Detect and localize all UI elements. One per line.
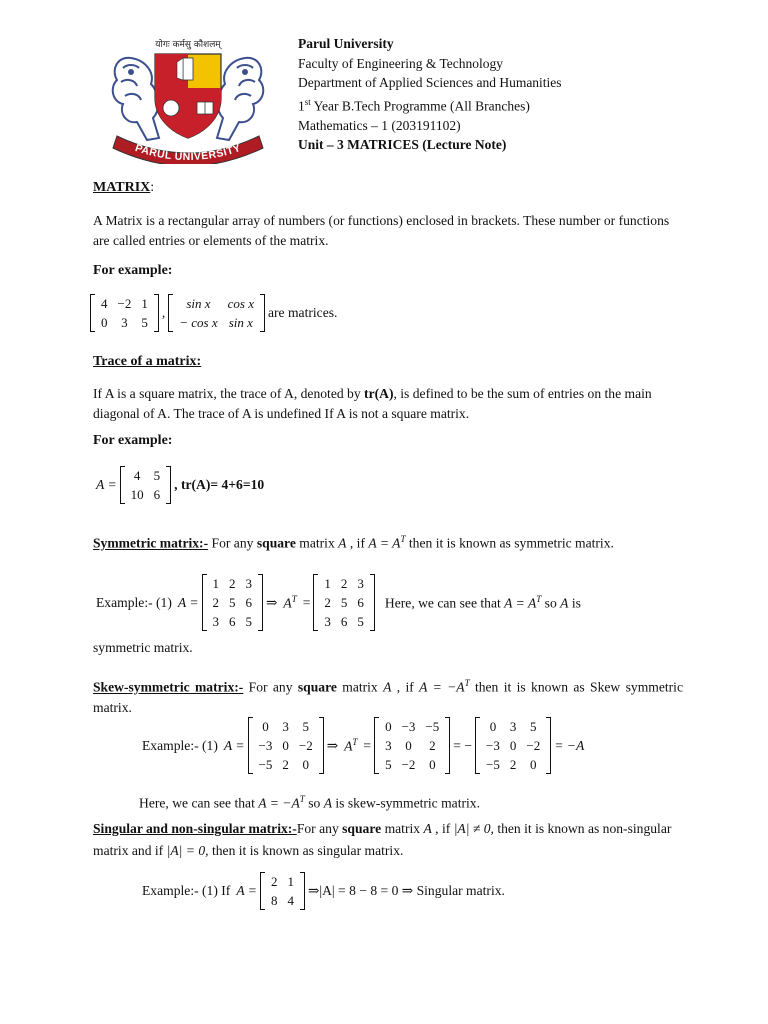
right-lion-icon (217, 58, 263, 140)
symmetric-definition: Symmetric matrix:- For any square matrix A , if $A = A^T$ then it is known as symmetric matrix. (93, 534, 614, 551)
matrix-heading: MATRIX: (93, 180, 155, 195)
programme-line: 1st Year B.Tech Programme (All Branches) (298, 96, 530, 113)
symmetric-example: Example:- (1) A = 1 2 3 2 5 6 3 6 5 ⇒ $A^T$ = 1 2 3 2 5 6 3 6 5 Here, we can see that $A = A^T$ so A is (96, 576, 581, 629)
matrix-example-suffix: are matrices. (267, 305, 338, 320)
symmetric-matrix-transpose: 1 2 3 2 5 6 3 6 5 (313, 574, 375, 631)
left-lion-icon (113, 58, 159, 140)
skew-example: Example:- (1) A = 0 3 5 −3 0 −2 −5 2 0 ⇒ $A^T$ = 0 −3 −5 3 0 2 5 −2 0 = − 0 3 5 −3 0 −2 −5 2 0 = −A (142, 719, 585, 772)
trace-matrix: 4 5 10 6 (120, 466, 172, 504)
symmetric-tail: symmetric matrix. (93, 640, 193, 655)
skew-matrix-transpose: 0 −3 −5 3 0 2 5 −2 0 (374, 717, 450, 774)
trace-heading: Trace of a matrix: (93, 354, 202, 369)
logo-banner (113, 136, 263, 164)
skew-definition: Skew-symmetric matrix:- For any square matrix A , if $A = -A^T$ then it is known as Skew symmetric matrix. (93, 678, 683, 715)
logo-motto: योगः कर्मसु कौशलम् (155, 40, 221, 50)
skew-matrix-negated: 0 3 5 −3 0 −2 −5 2 0 (475, 717, 551, 774)
trace-example-heading: For example: (93, 433, 173, 448)
trace-result: , tr(A)= 4+6=10 (174, 477, 265, 492)
university-logo (97, 28, 279, 164)
singular-definition: Singular and non-singular matrix:-For any square matrix A , if |A| ≠ 0, then it is known as non-singular matrix and if |A| = 0, then it is known as singular matrix. (93, 821, 672, 858)
example-matrix-1: 4 −2 1 0 3 5 (90, 294, 159, 332)
example-matrix-2: sin x cos x − cos x sin x (168, 294, 265, 332)
singular-example: Example:- (1) If A = 2 1 8 4 ⇒|A| = 8 − 8 = 0 ⇒ Singular matrix. (142, 874, 505, 908)
university-name: Parul University (298, 36, 394, 51)
symmetric-matrix-a: 1 2 3 2 5 6 3 6 5 (202, 574, 264, 631)
faculty-name: Faculty of Engineering & Technology (298, 55, 504, 71)
svg-text:PARUL UNIVERSITY: PARUL UNIVERSITY (133, 141, 243, 164)
singular-result: ⇒|A| = 8 − 8 = 0 ⇒ Singular matrix. (307, 883, 505, 898)
shield-icon (155, 54, 221, 138)
skew-conclusion: Here, we can see that $A = -A^T$ so A is skew-symmetric matrix. (139, 794, 480, 811)
document-header (298, 34, 562, 155)
singular-matrix: 2 1 8 4 (260, 872, 305, 910)
matrix-definition: A Matrix is a rectangular array of numbers (or functions) enclosed in brackets. These number or functions are called entries or elements of the matrix. (93, 213, 670, 248)
matrix-example-heading: For example: (93, 263, 173, 278)
course-code: Mathematics – 1 (203191102) (298, 117, 461, 133)
unit-title: Unit – 3 MATRICES (Lecture Note) (298, 137, 507, 152)
trace-example: A = 4 5 10 6 , tr(A)= 4+6=10 (96, 468, 265, 502)
matrix-example: 4 −2 1 0 3 5 , sin x cos x − cos x sin x are matrices. (90, 294, 340, 332)
trace-definition: If A is a square matrix, the trace of A, denoted by tr(A), is defined to be the sum of entries on the main diagonal of A. The trace of A is undefined If A is not a square matrix. (93, 386, 652, 421)
skew-matrix-a: 0 3 5 −3 0 −2 −5 2 0 (248, 717, 324, 774)
department-name: Department of Applied Sciences and Humanities (298, 75, 562, 90)
